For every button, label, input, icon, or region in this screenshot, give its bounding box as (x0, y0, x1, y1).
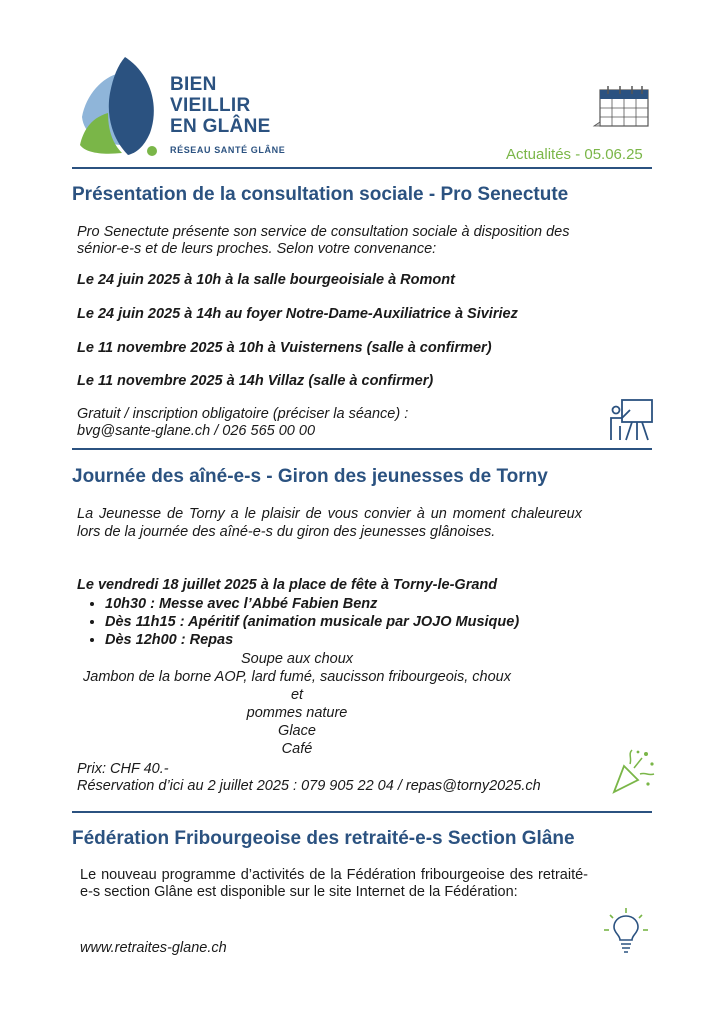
date-item-3: Le 11 novembre 2025 à 10h à Vuisternens (salle à confirmer) (77, 340, 492, 356)
logo-line-1: BIEN (170, 74, 217, 95)
schedule-item: • Dès 11h15 : Apéritif (animation musicale par JOJO Musique) (105, 613, 519, 631)
party-popper-icon (608, 748, 656, 796)
section-3-title: Fédération Fribourgeoise des retraité-e-s Section Glâne (72, 828, 575, 849)
presentation-icon (608, 398, 654, 442)
schedule-list (77, 595, 519, 649)
menu-item: pommes nature (246, 705, 348, 721)
section-3-body: Le nouveau programme d’activités de la Fédération fribourgeoise des retraité-e-s section Glâne est disponible sur le site Internet de la Fédération: (80, 867, 588, 900)
section-1-intro: Pro Senectute présente son service de consultation sociale à disposition des sénior-e-s et de leurs proches. Selon votre convenance: (77, 224, 570, 257)
menu-item: Café (281, 741, 313, 757)
logo-leaf-icon (80, 55, 165, 160)
menu-item: Jambon de la borne AOP, lard fumé, saucisson fribourgeois, choux et (83, 669, 511, 703)
section-2-title: Journée des aîné-e-s - Giron des jeunesses de Torny (72, 466, 548, 487)
menu-block (77, 650, 632, 758)
schedule-item: • 10h30 : Messe avec l’Abbé Fabien Benz (105, 595, 519, 613)
info-line-2: bvg@sante-glane.ch / 026 565 00 00 (77, 423, 316, 439)
logo-wordmark (170, 74, 271, 137)
menu-item: Glace (278, 723, 316, 739)
menu-item: Soupe aux choux (240, 651, 354, 667)
website-link[interactable]: www.retraites-glane.ch (80, 940, 227, 956)
info-line-1: Gratuit / inscription obligatoire (préciser la séance) : (77, 406, 409, 422)
date-item-2: Le 24 juin 2025 à 14h au foyer Notre-Dame-Auxiliatrice à Siviriez (77, 306, 518, 322)
divider (72, 811, 652, 813)
reservation-line: Réservation d’ici au 2 juillet 2025 : 079 905 22 04 / repas@torny2025.ch (77, 778, 541, 794)
logo-subtitle: RÉSEAU SANTÉ GLÂNE (170, 145, 286, 155)
logo-line-3: EN GLÂNE (170, 116, 271, 137)
section-1-title: Présentation de la consultation sociale - Pro Senectute (72, 184, 569, 205)
divider (72, 448, 652, 450)
date-item-1: Le 24 juin 2025 à 10h à la salle bourgeoisiale à Romont (77, 272, 455, 288)
lightbulb-icon (602, 906, 650, 954)
date-item-4: Le 11 novembre 2025 à 14h Villaz (salle à confirmer) (77, 373, 434, 389)
schedule-item: • Dès 12h00 : Repas (105, 631, 519, 649)
section-2-intro: La Jeunesse de Torny a le plaisir de vous convier à un moment chaleureux lors de la journée des aîné-e-s du giron des jeunesses glânoises. (77, 506, 582, 540)
event-line: Le vendredi 18 juillet 2025 à la place de fête à Torny-le-Grand (77, 577, 498, 593)
date-label: Actualités - 05.06.25 (506, 146, 643, 163)
divider (72, 167, 652, 169)
logo-line-2: VIEILLIR (170, 95, 251, 116)
price-line: Prix: CHF 40.- (77, 761, 169, 777)
calendar-icon (592, 82, 654, 130)
